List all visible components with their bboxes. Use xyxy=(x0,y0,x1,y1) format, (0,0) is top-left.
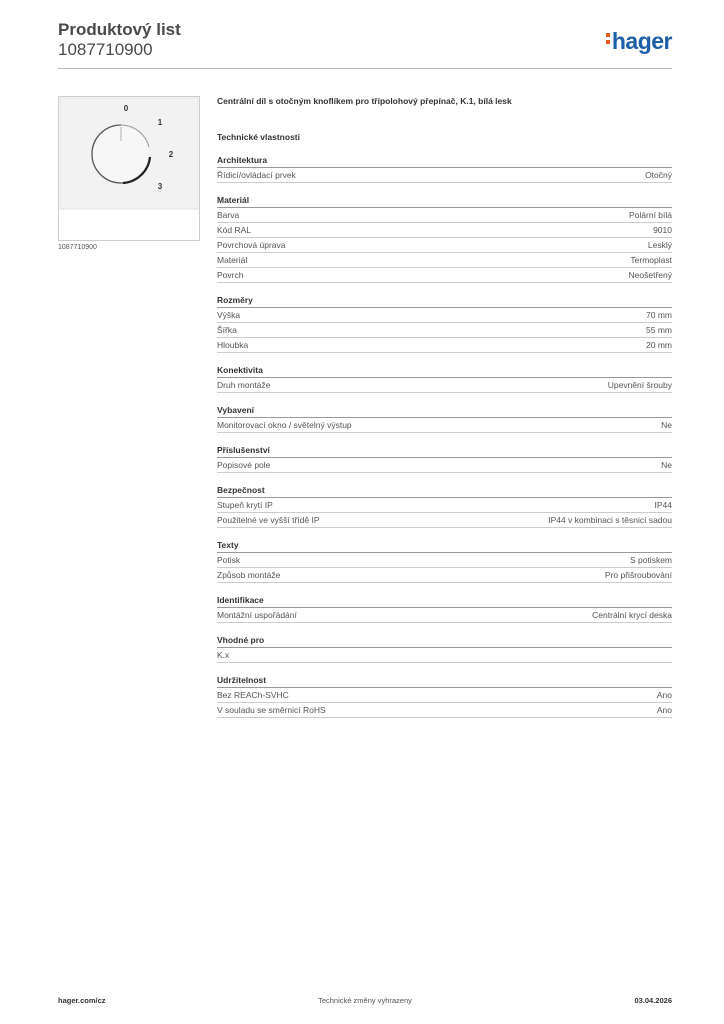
spec-label: Způsob montáže xyxy=(217,570,281,580)
spec-row xyxy=(217,688,672,703)
spec-row xyxy=(217,553,672,568)
technical-properties-heading: Technické vlastnosti xyxy=(217,132,300,142)
product-image xyxy=(58,96,200,241)
section-title: Architektura xyxy=(217,155,672,168)
spec-row xyxy=(217,238,672,253)
spec-row xyxy=(217,308,672,323)
spec-section xyxy=(217,195,672,283)
spec-section xyxy=(217,595,672,623)
section-title: Materiál xyxy=(217,195,672,208)
hager-logo xyxy=(606,28,672,55)
spec-value: 70 mm xyxy=(646,310,672,320)
spec-value: S potiskem xyxy=(629,555,672,565)
spec-label: Popisové pole xyxy=(217,460,271,470)
section-title: Vhodné pro xyxy=(217,635,672,648)
product-number: 1087710900 xyxy=(58,40,153,59)
spec-row xyxy=(217,458,672,473)
spec-row xyxy=(217,223,672,238)
logo-dots-icon xyxy=(606,33,611,47)
logo-text: hager xyxy=(611,28,672,54)
spec-row xyxy=(217,253,672,268)
section-title: Bezpečnost xyxy=(217,485,672,498)
spec-label: Řídicí/ovládací prvek xyxy=(217,170,296,180)
spec-section xyxy=(217,365,672,393)
spec-value: IP44 xyxy=(654,500,672,510)
spec-row xyxy=(217,568,672,583)
spec-section xyxy=(217,635,672,663)
footer-website[interactable]: hager.com/cz xyxy=(58,996,106,1005)
spec-value: Centrální krycí deska xyxy=(592,610,672,620)
spec-label: K.x xyxy=(217,650,230,660)
spec-section xyxy=(217,485,672,528)
section-title: Rozměry xyxy=(217,295,672,308)
page-title: Produktový list xyxy=(58,20,181,39)
spec-section xyxy=(217,540,672,583)
spec-section xyxy=(217,445,672,473)
spec-label: Hloubka xyxy=(217,340,249,350)
spec-row xyxy=(217,268,672,283)
spec-row xyxy=(217,168,672,183)
spec-row xyxy=(217,338,672,353)
spec-label: Bez REACh-SVHC xyxy=(217,690,289,700)
spec-value: Neošetřený xyxy=(628,270,672,280)
spec-label: Materiál xyxy=(217,255,248,265)
header-divider xyxy=(58,68,672,69)
spec-value: 20 mm xyxy=(646,340,672,350)
spec-label: Použitelné ve vyšší třídě IP xyxy=(217,515,320,525)
section-title: Konektivita xyxy=(217,365,672,378)
section-title: Identifikace xyxy=(217,595,672,608)
spec-value: Ano xyxy=(656,690,672,700)
spec-sections xyxy=(217,155,672,718)
product-description: Centrální díl s otočným knoflíkem pro třípolohový přepínač, K.1, bílá lesk xyxy=(217,96,512,106)
spec-row xyxy=(217,208,672,223)
footer-note: Technické změny vyhrazeny xyxy=(318,996,412,1005)
spec-label: Výška xyxy=(217,310,241,320)
spec-label: Šířka xyxy=(217,325,237,335)
spec-value: Pro přišroubování xyxy=(604,570,672,580)
rotary-knob-icon xyxy=(59,97,199,240)
spec-label: Povrchová úprava xyxy=(217,240,286,250)
spec-label: Kód RAL xyxy=(217,225,252,235)
spec-row xyxy=(217,513,672,528)
dial-label-3: 3 xyxy=(157,182,163,191)
spec-row xyxy=(217,608,672,623)
dial-label-1: 1 xyxy=(157,118,163,127)
spec-label: Stupeň krytí IP xyxy=(217,500,273,510)
spec-section xyxy=(217,295,672,353)
spec-section xyxy=(217,405,672,433)
spec-label: V souladu se směrnicí RoHS xyxy=(217,705,326,715)
spec-value: 55 mm xyxy=(646,325,672,335)
spec-value: Ano xyxy=(656,705,672,715)
section-title: Příslušenství xyxy=(217,445,672,458)
spec-row xyxy=(217,703,672,718)
spec-label: Barva xyxy=(217,210,240,220)
dial-label-2: 2 xyxy=(168,150,174,159)
image-caption: 1087710900 xyxy=(58,244,97,251)
product-details xyxy=(217,96,672,730)
spec-label: Potisk xyxy=(217,555,241,565)
spec-value: Ne xyxy=(661,460,672,470)
spec-value: Ne xyxy=(661,420,672,430)
spec-label: Montážní uspořádání xyxy=(217,610,297,620)
spec-value: Upevnění šrouby xyxy=(607,380,672,390)
spec-value: Lesklý xyxy=(647,240,672,250)
spec-section xyxy=(217,155,672,183)
spec-value: IP44 v kombinaci s těsnicí sadou xyxy=(548,515,672,525)
section-title: Vybavení xyxy=(217,405,672,418)
spec-label: Monitorovací okno / světelný výstup xyxy=(217,420,352,430)
spec-row xyxy=(217,648,672,663)
spec-value: Polární bílá xyxy=(629,210,672,220)
spec-row xyxy=(217,323,672,338)
spec-label: Druh montáže xyxy=(217,380,271,390)
dial-label-0: 0 xyxy=(123,104,129,113)
spec-row xyxy=(217,378,672,393)
spec-row xyxy=(217,418,672,433)
spec-value: Otočný xyxy=(645,170,672,180)
section-title: Udržitelnost xyxy=(217,675,672,688)
section-title: Texty xyxy=(217,540,672,553)
spec-label: Povrch xyxy=(217,270,244,280)
spec-value: 9010 xyxy=(653,225,672,235)
spec-value: Termoplast xyxy=(630,255,672,265)
footer-date: 03.04.2026 xyxy=(634,996,672,1005)
spec-row xyxy=(217,498,672,513)
spec-section xyxy=(217,675,672,718)
page-header xyxy=(58,20,672,60)
